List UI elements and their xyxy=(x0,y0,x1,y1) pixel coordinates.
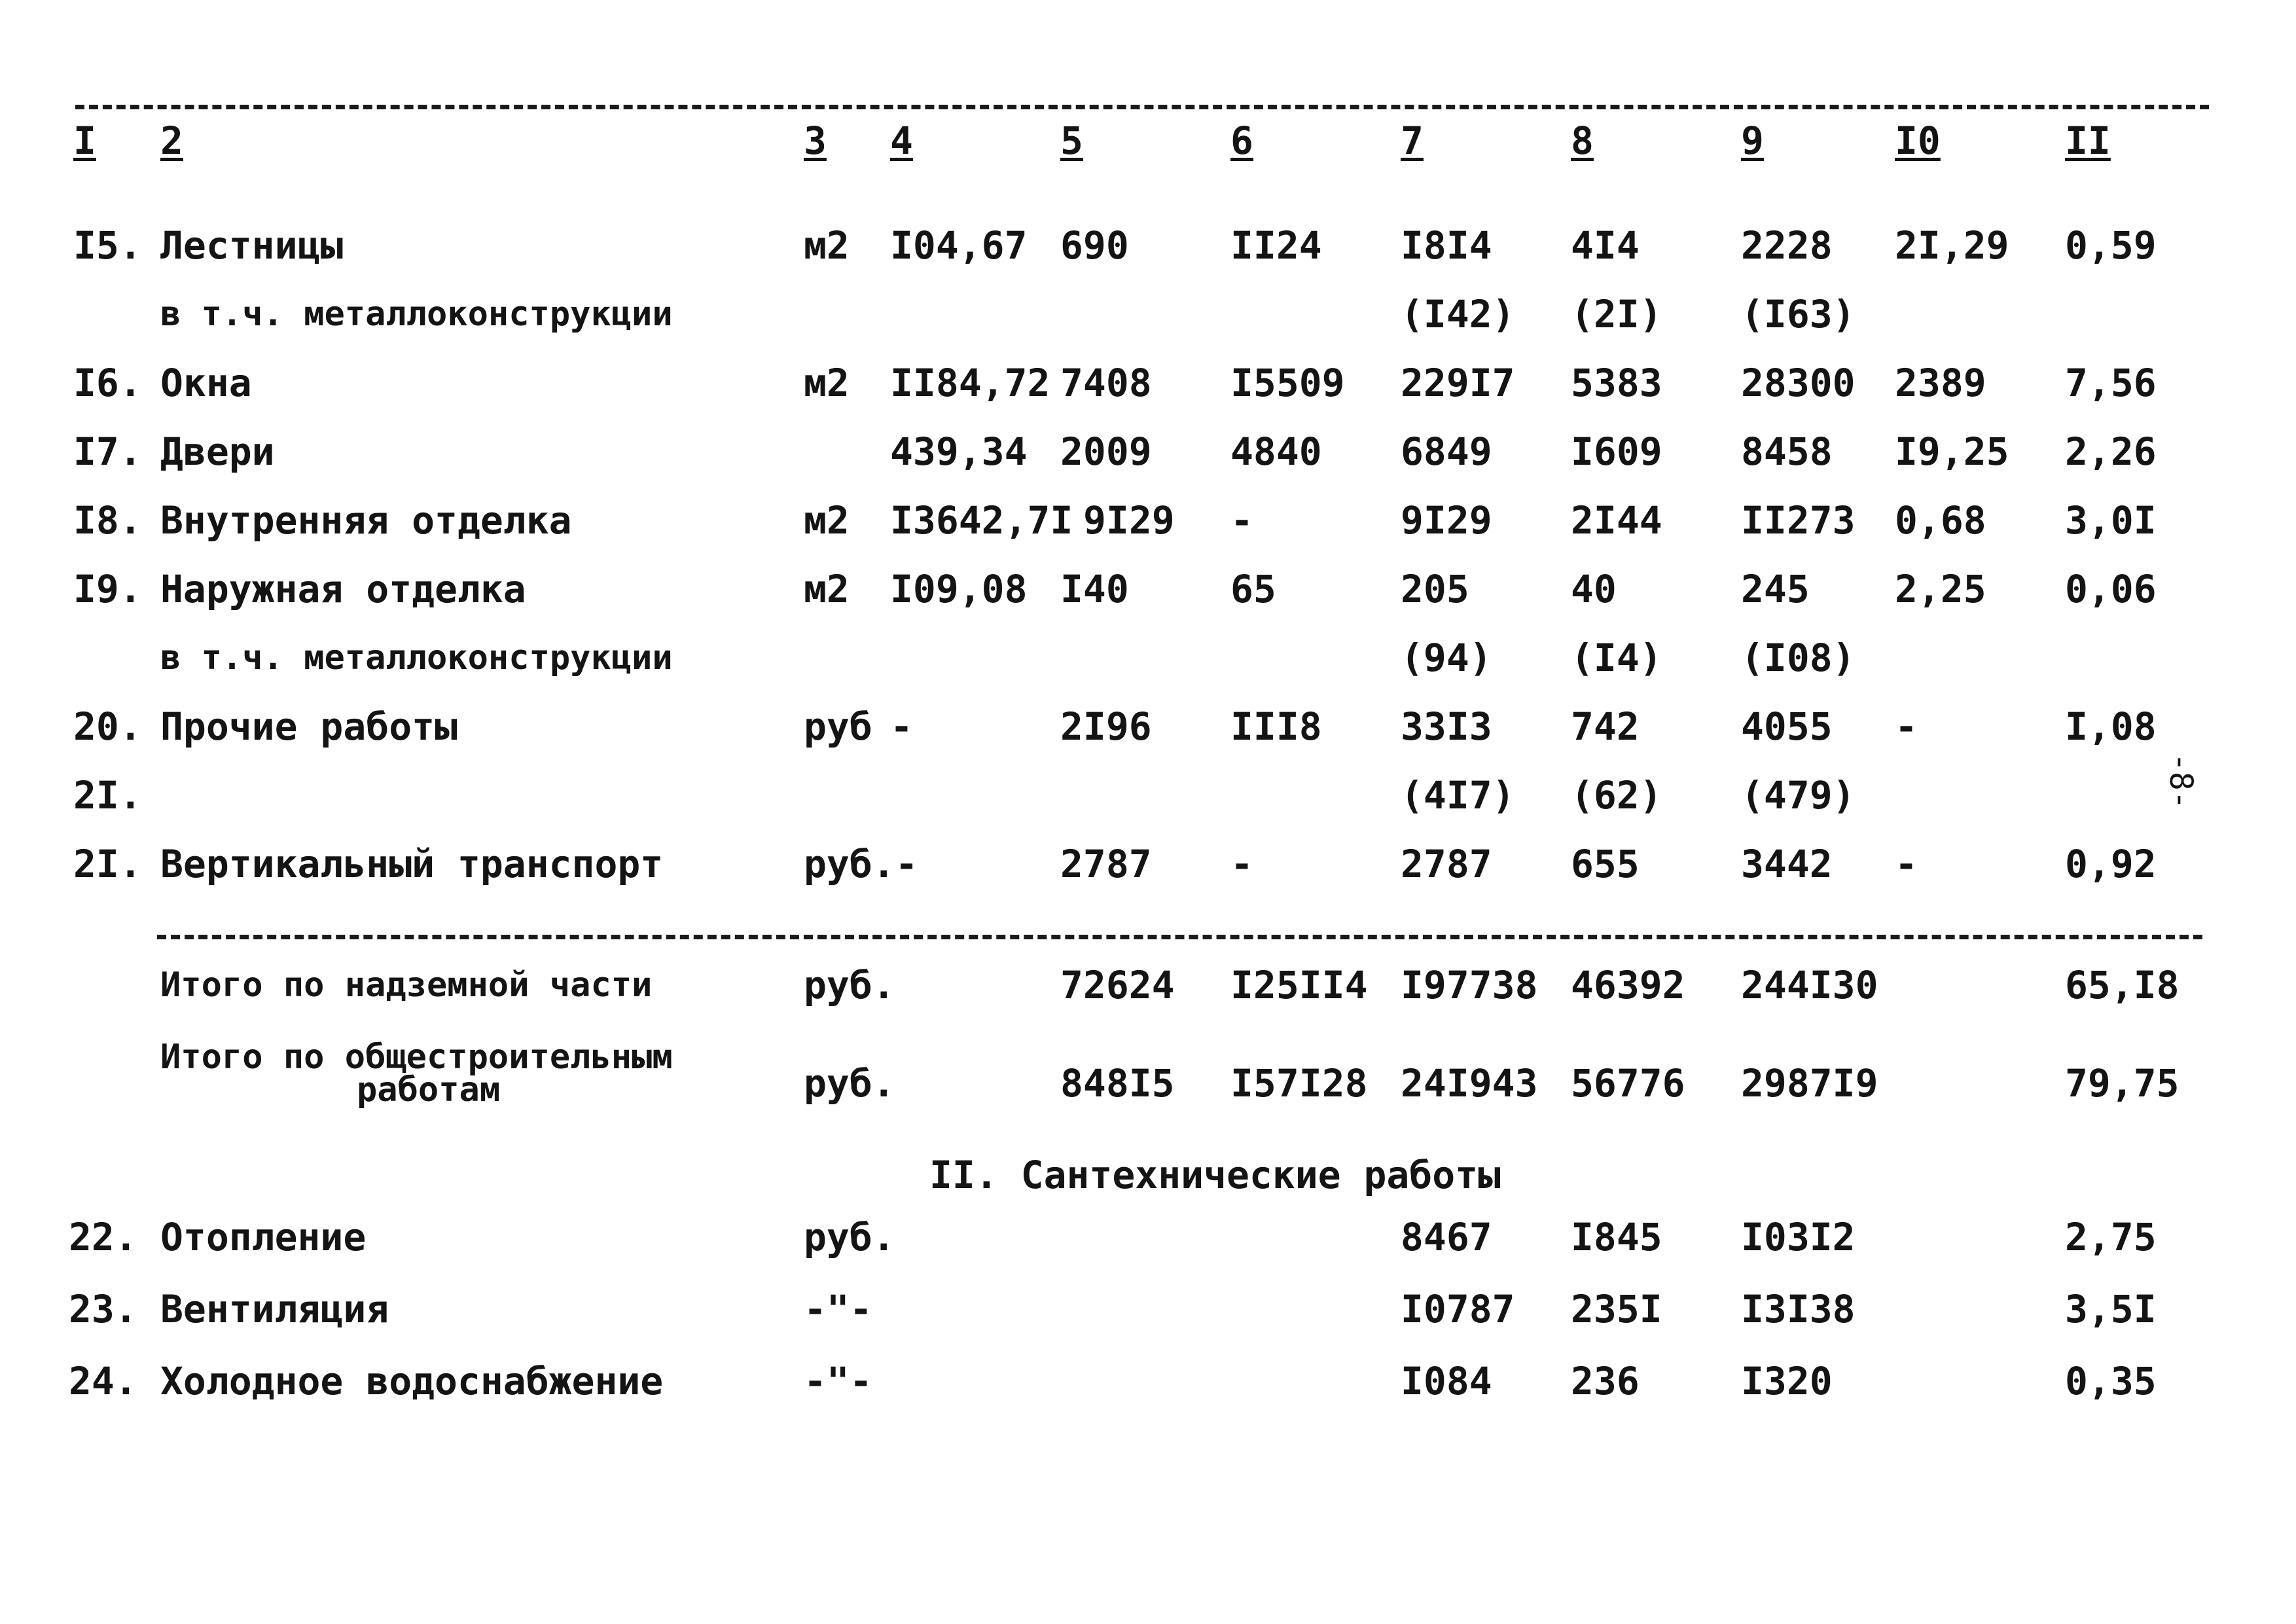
row-col6: - xyxy=(1230,842,1253,886)
row-unit: руб.- xyxy=(804,842,918,886)
row-col8: 236 xyxy=(1571,1359,1640,1403)
row-col5: I40 xyxy=(1060,567,1129,611)
total-unit: руб. xyxy=(804,1061,895,1106)
total-col5: 72624 xyxy=(1060,963,1175,1007)
totals-row xyxy=(0,1038,2296,1113)
row-col5: 2787 xyxy=(1060,842,1152,886)
row-col9: 28300 xyxy=(1741,361,1856,405)
row-col7: 33I3 xyxy=(1401,704,1492,749)
row-col10: - xyxy=(1895,704,1918,749)
table-row xyxy=(0,772,2296,818)
table-row xyxy=(0,497,2296,543)
row-col10: 2389 xyxy=(1895,361,1986,405)
row-col10: 2I,29 xyxy=(1895,223,2009,268)
row-col11: 3,0I xyxy=(2065,498,2157,543)
row-col8: 742 xyxy=(1571,704,1640,749)
row-col4: - xyxy=(890,704,913,749)
row-col8: I845 xyxy=(1571,1215,1662,1259)
row-col4: I3642,7I xyxy=(890,498,1073,543)
row-col9: 8458 xyxy=(1741,429,1833,474)
row-col7: 6849 xyxy=(1401,429,1492,474)
row-col11: 2,26 xyxy=(2065,429,2157,474)
row-col6: 4840 xyxy=(1230,429,1322,474)
row-col6: - xyxy=(1230,498,1253,543)
top-rule xyxy=(75,105,2209,109)
row-name: Вертикальный транспорт xyxy=(160,842,664,886)
col-header-1: I xyxy=(73,118,96,163)
row-unit: руб. xyxy=(804,1215,895,1259)
row-name: Холодное водоснабжение xyxy=(160,1359,664,1403)
row-col7: I0787 xyxy=(1401,1287,1515,1331)
total-col11: 79,75 xyxy=(2065,1061,2179,1106)
table-row xyxy=(0,291,2296,337)
row-col8: (2I) xyxy=(1571,292,1662,336)
row-col9: II273 xyxy=(1741,498,1856,543)
row-col9: 2228 xyxy=(1741,223,1833,268)
row-col11: 2,75 xyxy=(2065,1215,2157,1259)
row-number: 2I. xyxy=(73,773,142,818)
row-name: Наружная отделка xyxy=(160,567,526,611)
row-name: Внутренняя отделка xyxy=(160,498,572,543)
row-col4: 439,34 xyxy=(890,429,1028,474)
row-unit: м2 xyxy=(804,223,850,268)
row-number: I6. xyxy=(73,361,142,405)
total-col6: I25II4 xyxy=(1230,963,1368,1007)
row-unit: руб xyxy=(804,704,872,749)
table-row xyxy=(0,841,2296,887)
row-col9: I320 xyxy=(1741,1359,1833,1403)
row-col11: 0,35 xyxy=(2065,1359,2157,1403)
row-col8: (62) xyxy=(1571,773,1662,818)
row-col8: 40 xyxy=(1571,567,1617,611)
totals-rule xyxy=(157,935,2202,939)
row-col9: (I08) xyxy=(1741,636,1856,680)
row-col5: 690 xyxy=(1060,223,1129,268)
col-header-7: 7 xyxy=(1401,118,1424,163)
row-col5: 2009 xyxy=(1060,429,1152,474)
row-col8: I609 xyxy=(1571,429,1662,474)
row-col11: I,08 xyxy=(2065,704,2157,749)
row-col9: (479) xyxy=(1741,773,1856,818)
row-col11: 0,06 xyxy=(2065,567,2157,611)
row-number: 2I. xyxy=(73,842,142,886)
row-col9: 4055 xyxy=(1741,704,1833,749)
row-col8: (I4) xyxy=(1571,636,1662,680)
row-number: 23. xyxy=(69,1287,137,1331)
table-row xyxy=(0,223,2296,268)
total-unit: руб. xyxy=(804,963,895,1007)
row-col6: II24 xyxy=(1230,223,1322,268)
row-name: Двери xyxy=(160,429,275,474)
table-row xyxy=(0,1286,2296,1332)
section-title: II. Сантехнические работы xyxy=(929,1153,1501,1197)
row-col7: 9I29 xyxy=(1401,498,1492,543)
row-col11: 7,56 xyxy=(2065,361,2157,405)
table-row xyxy=(0,635,2296,681)
row-number: 24. xyxy=(69,1359,137,1403)
total-col9: 2987I9 xyxy=(1741,1061,1878,1106)
row-number: I7. xyxy=(73,429,142,474)
row-name: в т.ч. металлоконструкции xyxy=(160,638,673,677)
row-col4: I09,08 xyxy=(890,567,1028,611)
row-name: Отопление xyxy=(160,1215,367,1259)
row-number: I9. xyxy=(73,567,142,611)
row-col9: 3442 xyxy=(1741,842,1833,886)
row-col8: 5383 xyxy=(1571,361,1662,405)
row-col10: 2,25 xyxy=(1895,567,1986,611)
col-header-9: 9 xyxy=(1741,118,1764,163)
row-col10: I9,25 xyxy=(1895,429,2009,474)
row-col6: 65 xyxy=(1230,567,1276,611)
row-name: Вентиляция xyxy=(160,1287,389,1331)
row-col11: 0,92 xyxy=(2065,842,2157,886)
row-name: Лестницы xyxy=(160,223,344,268)
row-unit: м2 xyxy=(804,498,850,543)
col-header-6: 6 xyxy=(1230,118,1253,163)
row-col8: 4I4 xyxy=(1571,223,1640,268)
total-name-line1: Итого по общестроительным xyxy=(160,1038,673,1077)
row-number: I8. xyxy=(73,498,142,543)
col-header-5: 5 xyxy=(1060,118,1083,163)
total-name xyxy=(160,1038,673,1110)
row-col9: I03I2 xyxy=(1741,1215,1856,1259)
row-col5: 7408 xyxy=(1060,361,1152,405)
total-col9: 244I30 xyxy=(1741,963,1878,1007)
total-col8: 46392 xyxy=(1571,963,1685,1007)
total-col7: 24I943 xyxy=(1401,1061,1538,1106)
row-col7: (4I7) xyxy=(1401,773,1515,818)
row-col4: I04,67 xyxy=(890,223,1028,268)
row-col8: 235I xyxy=(1571,1287,1662,1331)
row-name: Окна xyxy=(160,361,252,405)
row-unit: -"- xyxy=(804,1359,872,1403)
row-col10: - xyxy=(1895,842,1918,886)
row-col6: I5509 xyxy=(1230,361,1345,405)
row-col7: I8I4 xyxy=(1401,223,1492,268)
table-row xyxy=(0,1214,2296,1260)
row-name: Прочие работы xyxy=(160,704,457,749)
row-col7: 205 xyxy=(1401,567,1469,611)
row-col8: 655 xyxy=(1571,842,1640,886)
row-col7: 8467 xyxy=(1401,1215,1492,1259)
total-col7: I97738 xyxy=(1401,963,1538,1007)
row-col7: 229I7 xyxy=(1401,361,1515,405)
table-row xyxy=(0,704,2296,749)
table-row xyxy=(0,1358,2296,1404)
row-col10: 0,68 xyxy=(1895,498,1986,543)
row-col11: 3,5I xyxy=(2065,1287,2157,1331)
col-header-8: 8 xyxy=(1571,118,1594,163)
row-col7: (I42) xyxy=(1401,292,1515,336)
row-number: I5. xyxy=(73,223,142,268)
row-col4: II84,72 xyxy=(890,361,1050,405)
col-header-3: 3 xyxy=(804,118,827,163)
row-col9: (I63) xyxy=(1741,292,1856,336)
row-unit: м2 xyxy=(804,361,850,405)
row-name: в т.ч. металлоконструкции xyxy=(160,295,673,334)
total-col6: I57I28 xyxy=(1230,1061,1368,1106)
total-col5: 848I5 xyxy=(1060,1061,1175,1106)
total-col11: 65,I8 xyxy=(2065,963,2179,1007)
totals-row xyxy=(0,962,2296,1008)
table-row xyxy=(0,360,2296,406)
col-header-2: 2 xyxy=(160,118,183,163)
row-col9: I3I38 xyxy=(1741,1287,1856,1331)
col-header-4: 4 xyxy=(890,118,913,163)
row-col7: (94) xyxy=(1401,636,1492,680)
row-col7: 2787 xyxy=(1401,842,1492,886)
row-col7: I084 xyxy=(1401,1359,1492,1403)
table-row xyxy=(0,566,2296,612)
col-header-11: II xyxy=(2065,118,2111,163)
row-col8: 2I44 xyxy=(1571,498,1662,543)
total-col8: 56776 xyxy=(1571,1061,1685,1106)
row-number: 22. xyxy=(69,1215,137,1259)
row-col6: III8 xyxy=(1230,704,1322,749)
row-col11: 0,59 xyxy=(2065,223,2157,268)
total-name-line2: работам xyxy=(357,1070,501,1110)
column-header-row xyxy=(0,118,2296,164)
row-col5: 2I96 xyxy=(1060,704,1152,749)
row-unit: -"- xyxy=(804,1287,872,1331)
col-header-10: I0 xyxy=(1895,118,1941,163)
total-name: Итого по надземной части xyxy=(160,965,653,1005)
row-col9: 245 xyxy=(1741,567,1810,611)
row-unit: м2 xyxy=(804,567,850,611)
table-row xyxy=(0,429,2296,475)
page-number-mark: -8- xyxy=(2162,753,2199,810)
row-col5: 9I29 xyxy=(1083,498,1175,543)
row-number: 20. xyxy=(73,704,142,749)
